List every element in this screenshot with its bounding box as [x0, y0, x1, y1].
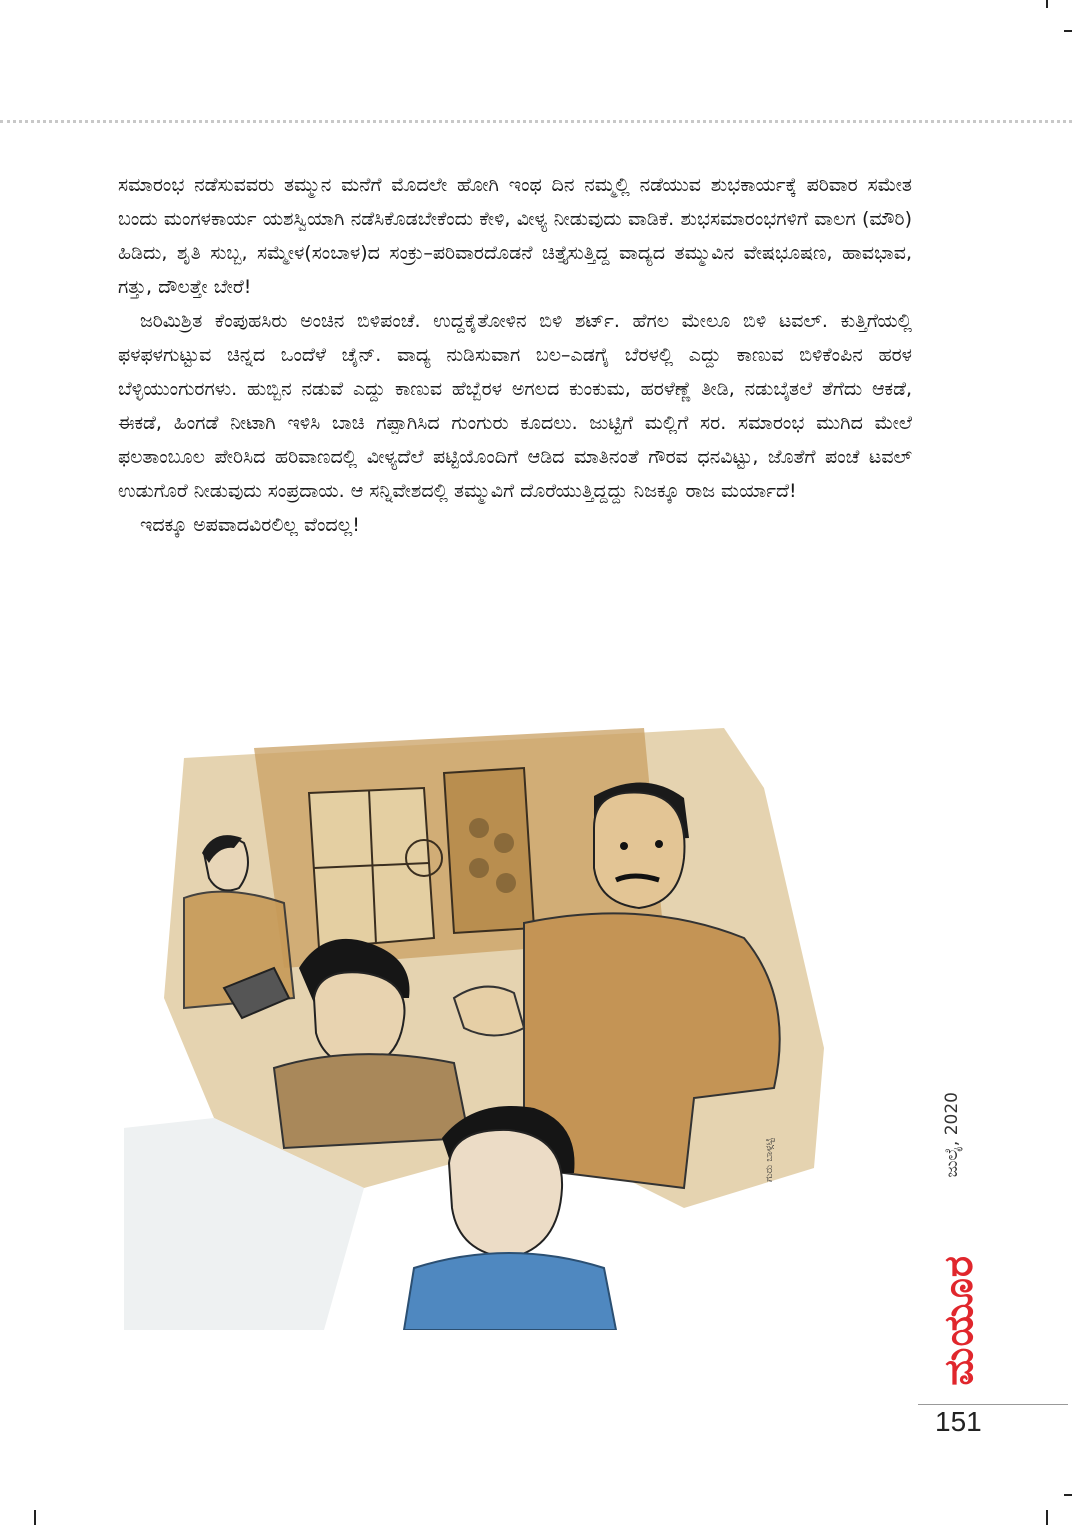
- crop-mark-bottom-right-edge: [1064, 1494, 1072, 1496]
- crop-mark-bottom-right: [1046, 1510, 1048, 1525]
- crop-mark-top-right: [1046, 0, 1048, 8]
- paragraph-1: ಸಮಾರಂಭ ನಡೆಸುವವರು ತಮ್ಮುನ ಮನೆಗೆ ಮೊದಲೇ ಹೋಗಿ ಇಂಥ ದಿನ ನಮ್ಮಲ್ಲಿ ನಡೆಯುವ ಶುಭಕಾರ್ಯಕ್ಕೆ ಪರಿವಾರ ಸಮೇತ ಬಂದು ಮಂಗಳಕಾರ್ಯ ಯಶಸ್ವಿಯಾಗಿ ನಡೆಸಿಕೊಡಬೇಕೆಂದು ಕೇಳಿ, ವೀಳ್ಯ ನೀಡುವುದು ವಾಡಿಕೆ. ಶುಭಸಮಾರಂಭಗಳಿಗೆ ವಾಲಗ (ಮೌರಿ) ಹಿಡಿದು, ಶೃತಿ ಸುಬ್ಬ, ಸಮ್ಮೇಳ(ಸಂಬಾಳ)ದ ಸಂಕ್ರು–ಪರಿವಾರದೊಡನೆ ಚಿತ್ತೈಸುತ್ತಿದ್ದ ವಾದ್ಯದ ತಮ್ಮುವಿನ ವೇಷಭೂಷಣ, ಹಾವಭಾವ, ಗತ್ತು, ದೌಲತ್ತೇ ಬೇರೆ!: [118, 174, 912, 298]
- issue-date: ಜುಲೈ, 2020: [942, 1092, 962, 1178]
- page-number: 151: [935, 1406, 982, 1437]
- magazine-masthead: ಮಯೂರ: [936, 1255, 982, 1386]
- artist-signature: ಗುರು ಬಾಳ್ಗಟ್ಟಿ: [764, 1138, 775, 1182]
- barber-shop-sketch: [124, 668, 866, 1330]
- page-number-rule: [918, 1404, 1068, 1405]
- crop-mark-top-right-edge: [1064, 30, 1072, 32]
- paragraph-2: ಜರಿಮಿಶ್ರಿತ ಕೆಂಪುಹಸಿರು ಅಂಚಿನ ಬಿಳಿಪಂಚೆ. ಉದ್ದಕೈತೋಳಿನ ಬಿಳಿ ಶರ್ಟ್. ಹೆಗಲ ಮೇಲೂ ಬಿಳಿ ಟವಲ್. ಕುತ್ತಿಗೆಯಲ್ಲಿ ಫಳಫಳಗುಟ್ಟುವ ಚಿನ್ನದ ಒಂದೆಳೆ ಚೈನ್. ವಾದ್ಯ ನುಡಿಸುವಾಗ ಬಲ–ಎಡಗೈ ಬೆರಳಲ್ಲಿ ಎದ್ದು ಕಾಣುವ ಬಿಳಿಕೆಂಪಿನ ಹರಳ ಬೆಳ್ಳಿಯುಂಗುರಗಳು. ಹುಬ್ಬಿನ ನಡುವೆ ಎದ್ದು ಕಾಣುವ ಹೆಬ್ಬೆರಳ ಅಗಲದ ಕುಂಕುಮ, ಹರಳೆಣ್ಣೆ ತೀಡಿ, ನಡುಬೈತಲೆ ತೆಗೆದು ಆಕಡೆ, ಈಕಡೆ, ಹಿಂಗಡೆ ನೀಟಾಗಿ ಇಳಿಸಿ ಬಾಚಿ ಗಪ್ಪಾಗಿಸಿದ ಗುಂಗುರು ಕೂದಲು. ಜುಟ್ಟಿಗೆ ಮಲ್ಲಿಗೆ ಸರ. ಸಮಾರಂಭ ಮುಗಿದ ಮೇಲೆ ಫಲತಾಂಬೂಲ ಪೇರಿಸಿದ ಹರಿವಾಣದಲ್ಲಿ ವೀಳ್ಯದೆಲೆ ಪಟ್ಟಿಯೊಂದಿಗೆ ಆಡಿದ ಮಾತಿನಂತೆ ಗೌರವ ಧನವಿಟ್ಟು, ಜೊತೆಗೆ ಪಂಚೆ ಟವಲ್ ಉಡುಗೊರೆ ನೀಡುವುದು ಸಂಪ್ರದಾಯ. ಆ ಸನ್ನಿವೇಶದಲ್ಲಿ ತಮ್ಮುವಿಗೆ ದೊರೆಯುತ್ತಿದ್ದದ್ದು ನಿಜಕ್ಕೂ ರಾಜ ಮರ್ಯಾದೆ!: [118, 310, 912, 502]
- header-dotted-rule: [0, 120, 1072, 123]
- crop-mark-bottom-left: [34, 1510, 36, 1525]
- article-body: [118, 168, 912, 542]
- paragraph-3: ಇದಕ್ಕೂ ಅಪವಾದವಿರಲಿಲ್ಲ ವೆಂದಲ್ಲ!: [140, 514, 360, 536]
- barber-shop-illustration: [124, 668, 866, 1330]
